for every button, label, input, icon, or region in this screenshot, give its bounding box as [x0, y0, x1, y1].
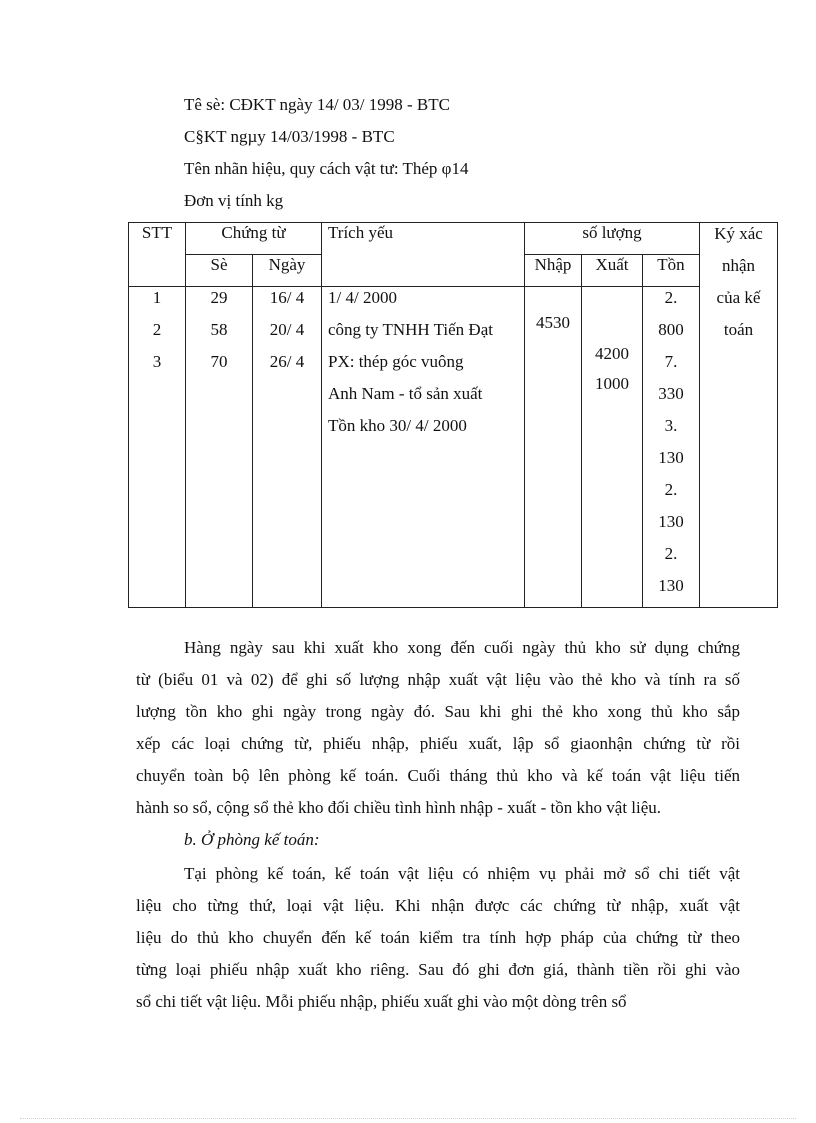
- col-ton-header: Tồn: [643, 255, 700, 287]
- trich-yeu-line: công ty TNHH Tiến Đạt: [328, 320, 493, 339]
- ngay-value: 26/ 4: [269, 352, 305, 371]
- col-trich-yeu-header: Trích yếu: [322, 223, 525, 287]
- section-heading-b: b. Ở phòng kế toán:: [184, 830, 320, 849]
- ky-xac-nhan-line: Ký xác: [714, 224, 763, 243]
- trich-yeu-line: Tồn kho 30/ 4/ 2000: [328, 416, 467, 435]
- trich-yeu-line: 1/ 4/ 2000: [328, 288, 397, 307]
- ton-value: 7.: [664, 352, 678, 371]
- cell-trich-yeu: [322, 287, 525, 608]
- ton-value: 130: [658, 576, 684, 595]
- ky-xac-nhan-lines: [700, 223, 777, 351]
- paragraph-line: từ (biểu 01 và 02) để ghi số lượng nhập xuất vật liệu vào thẻ kho và tính ra số: [136, 670, 740, 689]
- cell-ngay: [253, 287, 322, 608]
- paragraph-line: từng loại phiếu nhập xuất kho riêng. Sau đó ghi đơn giá, thành tiền rồi ghi vào: [136, 960, 740, 979]
- cell-nhap: [525, 287, 582, 608]
- ky-xac-nhan-line: nhận: [721, 256, 756, 275]
- so-value: 70: [210, 352, 228, 371]
- header-line-1: Tê sè: CĐKT ngày 14/ 03/ 1998 - BTC: [184, 95, 450, 114]
- stt-value: 2: [152, 320, 162, 339]
- cell-ton: [643, 287, 700, 608]
- ton-value: 130: [658, 448, 684, 467]
- paragraph-line: Hàng ngày sau khi xuất kho xong đến cuối ngày thủ kho sử dụng chứng: [184, 638, 740, 657]
- col-so-luong-header: số lượng: [525, 223, 700, 255]
- cell-so: [186, 287, 253, 608]
- xuat-value: 1000: [595, 374, 629, 393]
- ky-xac-nhan-line: của kế: [716, 288, 761, 307]
- ton-value: 2.: [664, 480, 678, 499]
- ton-value: 3.: [664, 416, 678, 435]
- header-line-2: C§KT ngµy 14/03/1998 - BTC: [184, 127, 395, 146]
- so-value: 58: [210, 320, 228, 339]
- paragraph-line: Tại phòng kế toán, kế toán vật liệu có nhiệm vụ phải mở sổ chi tiết vật: [184, 864, 740, 883]
- ngay-value: 20/ 4: [269, 320, 305, 339]
- col-nhap-header: Nhập: [525, 255, 582, 287]
- paragraph-line: xếp các loại chứng từ, phiếu nhập, phiếu xuất, lập sổ giaonhận chứng từ rồi: [136, 734, 740, 753]
- stock-card-table: [128, 222, 778, 608]
- nhap-value: 4530: [536, 313, 570, 332]
- ton-value: 130: [658, 512, 684, 531]
- paragraph-1: [136, 632, 740, 824]
- col-xuat-header: Xuất: [582, 255, 643, 287]
- header-line-3: Tên nhãn hiệu, quy cách vật tư: Thép φ14: [184, 159, 469, 178]
- paragraph-line: sổ chi tiết vật liệu. Mỗi phiếu nhập, phiếu xuất ghi vào một dòng trên sổ: [136, 992, 627, 1011]
- so-value: 29: [210, 288, 228, 307]
- ton-value: 2.: [664, 288, 678, 307]
- paragraph-2: [136, 858, 740, 1018]
- trich-yeu-line: Anh Nam - tổ sản xuất: [328, 384, 483, 403]
- col-so-header: Sè: [186, 255, 253, 287]
- col-ngay-header: Ngày: [253, 255, 322, 287]
- paragraph-line: liệu do thủ kho chuyển đến kế toán kiểm tra tính hợp pháp của chứng từ theo: [136, 928, 740, 947]
- paragraph-line: liệu cho từng thứ, loại vật liệu. Khi nhận được các chứng từ nhập, xuất vật: [136, 896, 740, 915]
- cell-stt: [129, 287, 186, 608]
- ton-value: 800: [658, 320, 684, 339]
- paragraph-line: chuyển toàn bộ lên phòng kế toán. Cuối tháng thủ kho và kế toán vật liệu tiến: [136, 766, 740, 785]
- col-chung-tu-header: Chứng từ: [186, 223, 322, 255]
- header-line-4: Đơn vị tính kg: [184, 191, 284, 210]
- stt-value: 1: [152, 288, 162, 307]
- ton-value: 330: [658, 384, 684, 403]
- paragraph-line: lượng tồn kho ghi ngày trong ngày đó. Sau khi ghi thẻ kho xong thủ kho sắp: [136, 702, 740, 721]
- page-footer-divider: [20, 1118, 796, 1119]
- cell-xuat: [582, 287, 643, 608]
- ngay-value: 16/ 4: [269, 288, 305, 307]
- stt-value: 3: [152, 352, 162, 371]
- col-stt-header: STT: [129, 223, 186, 287]
- xuat-value: 4200: [595, 344, 629, 363]
- trich-yeu-line: PX: thép góc vuông: [328, 352, 464, 371]
- ky-xac-nhan-line: toán: [723, 320, 754, 339]
- paragraph-line: hành so sổ, cộng sổ thẻ kho đối chiều tình hình nhập - xuất - tồn kho vật liệu.: [136, 798, 662, 817]
- ton-value: 2.: [664, 544, 678, 563]
- col-ky-xac-nhan: [700, 223, 778, 608]
